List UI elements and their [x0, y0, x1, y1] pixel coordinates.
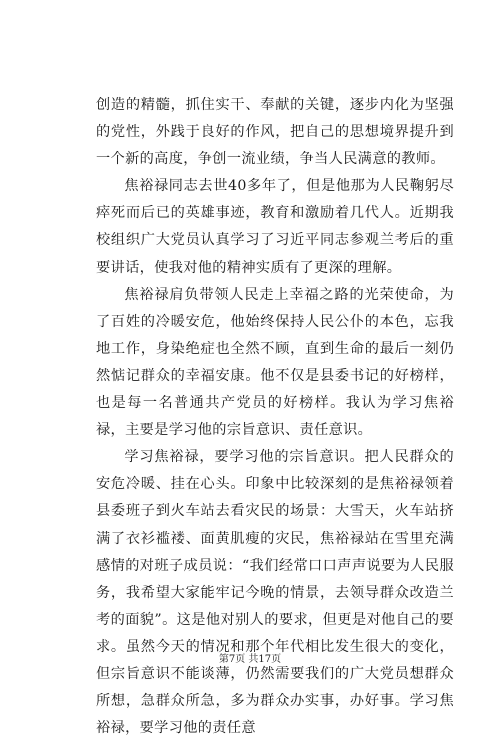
- paragraph-2: 焦裕禄同志去世40多年了，但是他那为人民鞠躬尽瘁死而后已的英雄事迹，教育和激励着几代人。近期我校组织广大党员认真学习了习近平同志参观兰考后的重要讲话，使我对他的精神实质有了更深的理解。: [96, 178, 454, 276]
- paragraph-4: 学习焦裕禄，要学习他的宗旨意识。把人民群众的安危冷暖、挂在心头。印象中比较深刻的是焦裕禄领着县委班子到火车站去看灾民的场景：大雪天，火车站挤满了衣衫褴褛、面黄肌瘦的灾民，焦裕禄站在雪里充满感情的对班子成员说：“我们经常口口声声说要为人民服务，我希望大家能牢记今晚的情景，去领导群众改造兰考的面貌”。这是他对别人的要求，但更是对他自己的要求。虽然今天的情况和那个年代相比发生很大的变化，但宗旨意识不能谈薄，仍然需要我们的广大党员想群众所想，急群众所急，多为群众办实事，办好事。学习焦裕禄，要学习他的责任意: [96, 449, 454, 737]
- page-footer: 第7页 共17页: [218, 654, 282, 665]
- paragraph-3: 焦裕禄肩负带领人民走上幸福之路的光荣使命，为了百姓的冷暖安危，他始终保持人民公仆的本色，忘我地工作，身染绝症也全然不顾，直到生命的最后一刻仍然惦记群众的幸福安康。他不仅是县委书记的好榜样，也是每一名普通共产党员的好榜样。我认为学习焦裕禄，主要是学习他的宗旨意识、责任意识。: [96, 286, 454, 439]
- paragraph-1: 创造的精髓，抓住实干、奉献的关键，逐步内化为坚强的党性，外践于良好的作风，把自己的思想境界提升到一个新的高度，争创一流业绩，争当人民满意的教师。: [96, 97, 454, 168]
- body-text: [96, 92, 454, 742]
